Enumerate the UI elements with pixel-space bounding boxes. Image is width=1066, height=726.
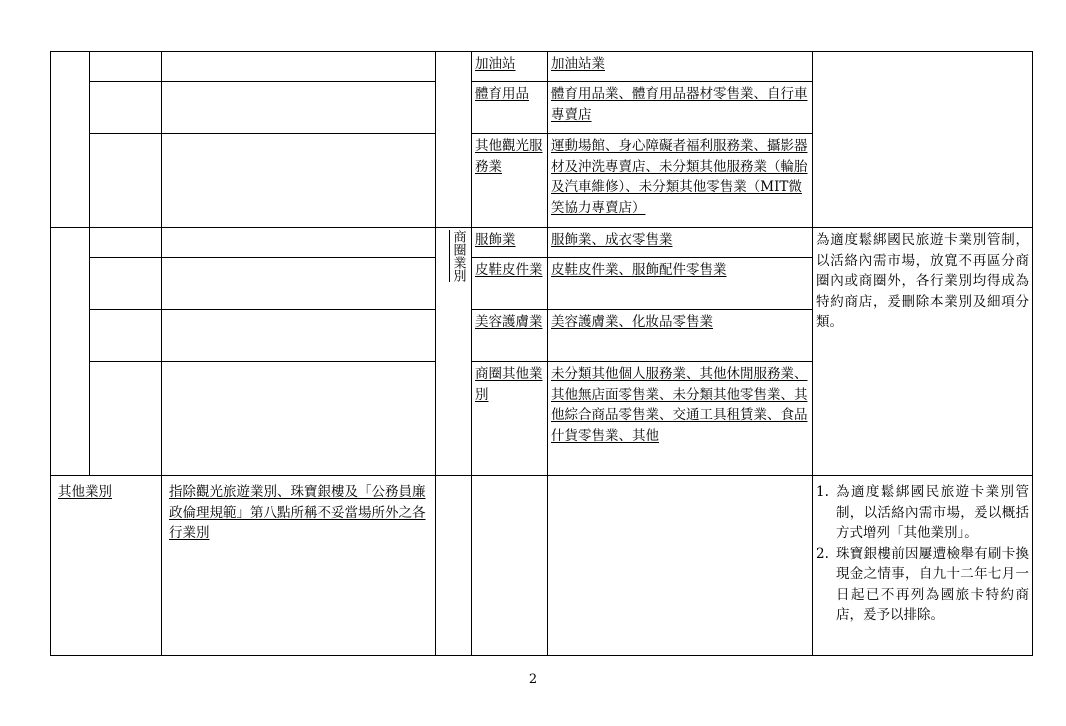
category-label: 加油站 [475, 56, 516, 72]
category-cell [472, 52, 548, 82]
items-text: 加油站業 [551, 56, 605, 72]
table-row [51, 228, 1033, 258]
list-number: 1. [816, 484, 829, 500]
category-label: 其他觀光服務業 [475, 138, 543, 175]
note-cell [813, 228, 1033, 476]
district-label: 商圈業別 [450, 230, 466, 282]
other-industry-label: 其他業別 [58, 484, 112, 500]
items-text: 美容護膚業、化妝品零售業 [551, 314, 713, 330]
empty-cell [162, 310, 436, 362]
empty-cell [90, 134, 162, 228]
district-note: 為適度鬆綁國民旅遊卡業別管制，以活絡內需市場，放寬不再區分商圈內或商圈外，各行業別均得成為特約商店，爰刪除本業別及細項分類。 [816, 232, 1029, 330]
list-text: 珠寶銀樓前因屢遭檢舉有刷卡換現金之情事，自九十二年七月一日起已不再列為國旅卡特約商店，爰予以排除。 [836, 545, 1029, 623]
district-label-cell [436, 228, 472, 476]
empty-cell [548, 476, 813, 656]
category-label: 美容護膚業 [475, 314, 543, 330]
category-cell [472, 134, 548, 228]
empty-cell [90, 362, 162, 476]
empty-cell [162, 258, 436, 310]
empty-cell [813, 52, 1033, 228]
empty-cell [90, 310, 162, 362]
empty-cell [90, 52, 162, 82]
list-text: 為適度鬆綁國民旅遊卡業別管制，以活絡內需市場，爰以概括方式增列「其他業別」。 [836, 484, 1029, 541]
category-cell [472, 310, 548, 362]
empty-cell [51, 228, 90, 476]
note-list [816, 482, 1029, 626]
items-text: 體育用品業、體育用品器材零售業、自行車專賣店 [551, 86, 808, 123]
list-item [816, 482, 1029, 544]
items-cell [548, 134, 813, 228]
empty-cell [162, 228, 436, 258]
category-cell [472, 82, 548, 134]
empty-cell [51, 52, 90, 228]
items-cell [548, 310, 813, 362]
empty-cell [436, 52, 472, 228]
empty-cell [162, 134, 436, 228]
category-cell [472, 228, 548, 258]
category-cell [472, 362, 548, 476]
empty-cell [162, 52, 436, 82]
items-text: 皮鞋皮件業、服飾配件零售業 [551, 262, 727, 278]
items-cell [548, 52, 813, 82]
items-text: 未分類其他個人服務業、其他休閒服務業、其他無店面零售業、未分類其他零售業、其他綜合商品零售業、交通工具租賃業、食品什貨零售業、其他 [551, 366, 808, 444]
items-text: 服飾業、成衣零售業 [551, 232, 673, 248]
note-cell [813, 476, 1033, 656]
items-cell [548, 258, 813, 310]
page-number: 2 [528, 672, 538, 687]
items-text: 運動場館、身心障礙者福利服務業、攝影器材及沖洗專賣店、未分類其他服務業（輪胎及汽車維修）、未分類其他零售業（MIT微笑協力專賣店） [551, 138, 808, 216]
list-item [816, 544, 1029, 626]
empty-cell [90, 258, 162, 310]
other-industry-label-cell [51, 476, 162, 656]
empty-cell [472, 476, 548, 656]
other-industry-desc-cell [162, 476, 436, 656]
empty-cell [436, 476, 472, 656]
comparison-table [50, 51, 1033, 656]
items-cell [548, 228, 813, 258]
category-cell [472, 258, 548, 310]
other-industry-desc: 指除觀光旅遊業別、珠寶銀樓及「公務員廉政倫理規範」第八點所稱不妥當場所外之各行業別 [169, 484, 426, 541]
category-label: 體育用品 [475, 86, 529, 102]
table-row [51, 476, 1033, 656]
empty-cell [90, 82, 162, 134]
items-cell [548, 82, 813, 134]
empty-cell [162, 82, 436, 134]
category-label: 服飾業 [475, 232, 516, 248]
category-label: 商圈其他業別 [475, 366, 543, 403]
empty-cell [90, 228, 162, 258]
category-label: 皮鞋皮件業 [475, 262, 543, 278]
items-cell [548, 362, 813, 476]
empty-cell [162, 362, 436, 476]
table-row [51, 52, 1033, 82]
list-number: 2. [816, 545, 829, 562]
